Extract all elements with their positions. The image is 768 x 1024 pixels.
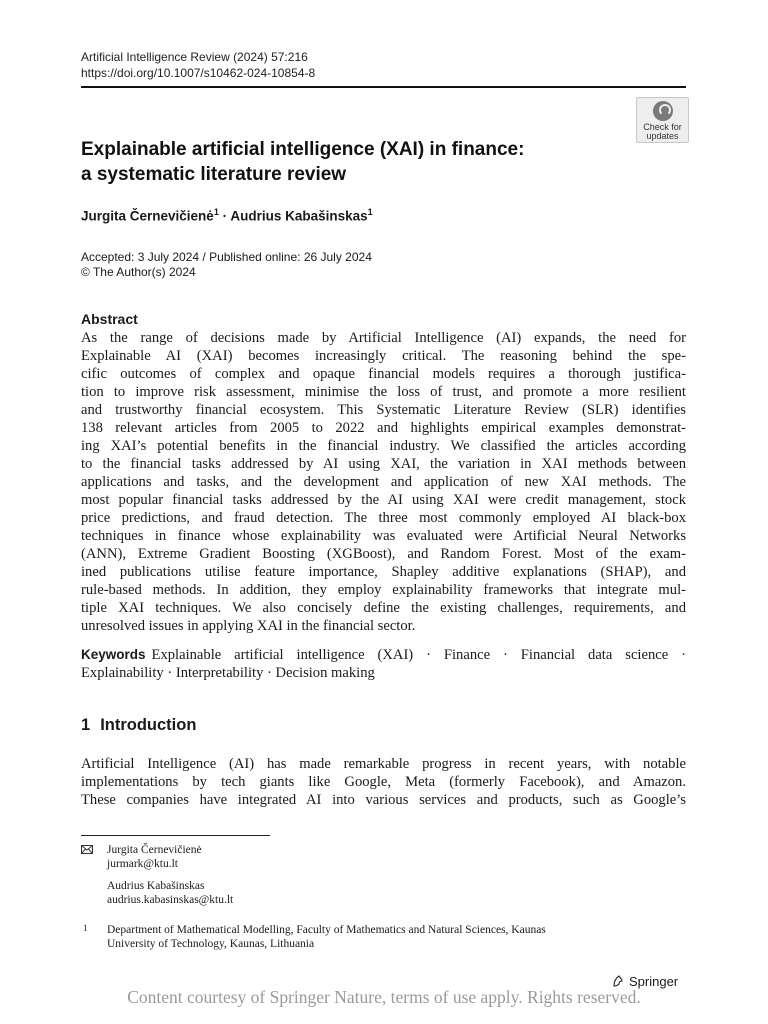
contact-email[interactable]: audrius.kabasinskas@ktu.lt [107, 894, 234, 906]
publisher-name: Springer [629, 974, 679, 989]
affiliation [107, 923, 546, 951]
badge-line2: updates [646, 131, 679, 141]
abstract-line: cific outcomes of complex and opaque financial models requires a thorough justifica- [81, 366, 686, 382]
check-for-updates-badge[interactable] [636, 97, 689, 143]
section-title: Introduction [100, 716, 197, 734]
intro-line: Artificial Intelligence (AI) has made remarkable progress in recent years, with notable [81, 756, 686, 772]
abstract-line: ing XAI’s potential benefits in the financial industry. We classified the articles according [81, 438, 686, 454]
abstract-body [81, 329, 686, 635]
journal-header [81, 49, 315, 81]
copyright-watermark: Content courtesy of Springer Nature, terms of use apply. Rights reserved. [127, 987, 641, 1007]
author-list [81, 207, 373, 224]
springer-horse-icon [611, 974, 625, 988]
affiliation-marker: 1 [367, 207, 373, 217]
intro-line: implementations by tech giants like Google, Meta (formerly Facebook), and Amazon. [81, 774, 686, 790]
journal-citation: Artificial Intelligence Review (2024) 57:216 [81, 50, 308, 64]
contact-name: Jurgita Černevičienė [107, 844, 202, 856]
affiliation-number: 1 [83, 923, 88, 933]
paper-title [81, 137, 621, 187]
abstract-line: tiple XAI techniques. We also concisely define the existing challenges, requirements, and [81, 600, 686, 616]
abstract-line: and trustworthy financial ecosystem. This Systematic Literature Review (SLR) identifies [81, 402, 686, 418]
affiliation-line2: University of Technology, Kaunas, Lithuania [107, 938, 315, 950]
doi-link[interactable]: https://doi.org/10.1007/s10462-024-10854-8 [81, 66, 316, 80]
abstract-line: Explainable AI (XAI) becomes increasingly critical. The reasoning behind the spe- [81, 348, 686, 364]
keywords-label: Keywords [81, 647, 146, 662]
refresh-icon [653, 101, 673, 121]
abstract-line: price predictions, and fraud detection. The three most commonly employed AI black-box [81, 510, 686, 526]
keywords-line2: Explainability · Interpretability · Decision making [81, 665, 375, 681]
contact-name: Audrius Kabašinskas [107, 880, 205, 892]
contact-email[interactable]: jurmark@ktu.lt [107, 858, 178, 870]
footnote-rule [81, 835, 270, 836]
intro-line: These companies have integrated AI into various services and products, such as Google’s [81, 792, 686, 808]
header-rule [81, 86, 686, 88]
abstract-line: ined publications utilise feature importance, Shapley additive explanations (SHAP), and [81, 564, 686, 580]
title-line2: a systematic literature review [81, 164, 347, 185]
copyright: © The Author(s) 2024 [81, 265, 196, 279]
abstract-line: unresolved issues in applying XAI in the financial sector. [81, 618, 416, 634]
title-line1: Explainable artificial intelligence (XAI) in finance: [81, 139, 525, 160]
author-name[interactable]: Jurgita Černevičienė [81, 208, 214, 224]
keywords [81, 646, 686, 682]
introduction-body [81, 755, 686, 809]
abstract-line: As the range of decisions made by Artificial Intelligence (AI) expands, the need for [81, 330, 686, 346]
abstract-line: applications and tasks, and the development and application of new XAI methods. The [81, 474, 686, 490]
publication-dates [81, 250, 372, 280]
accepted-published: Accepted: 3 July 2024 / Published online: 26 July 2024 [81, 250, 372, 264]
section-number: 1 [81, 716, 91, 734]
envelope-icon [81, 845, 93, 854]
badge-line1: Check for [643, 122, 682, 132]
affiliation-marker: 1 [213, 207, 219, 217]
second-contact [107, 879, 233, 907]
abstract-line: rule-based methods. In addition, they employ explainability frameworks that integrate mul- [81, 582, 686, 598]
affiliation-line1: Department of Mathematical Modelling, Faculty of Mathematics and Natural Sciences, Kaunas [107, 924, 546, 936]
section-heading [81, 716, 196, 735]
abstract-line: to the financial tasks addressed by AI using XAI, the variation in XAI methods between [81, 456, 686, 472]
corresponding-contact [107, 843, 202, 871]
keywords-line1: Explainable artificial intelligence (XAI) · Finance · Financial data science · [151, 647, 686, 663]
abstract-line: (ANN), Extreme Gradient Boosting (XGBoost), and Random Forest. Most of the exam- [81, 546, 686, 562]
author-separator: · [218, 208, 231, 224]
abstract-line: most popular financial tasks addressed by the AI using XAI were credit management, stock [81, 492, 686, 508]
abstract-line: tion to improve risk assessment, minimise the loss of trust, and promote a more resilient [81, 384, 686, 400]
author-name[interactable]: Audrius Kabašinskas [230, 208, 368, 224]
abstract-line: techniques in finance whose explainability was evaluated were Artificial Neural Networks [81, 528, 686, 544]
abstract-heading: Abstract [81, 311, 138, 327]
abstract-line: 138 relevant articles from 2005 to 2022 and highlights empirical examples demonstrat- [81, 420, 686, 436]
